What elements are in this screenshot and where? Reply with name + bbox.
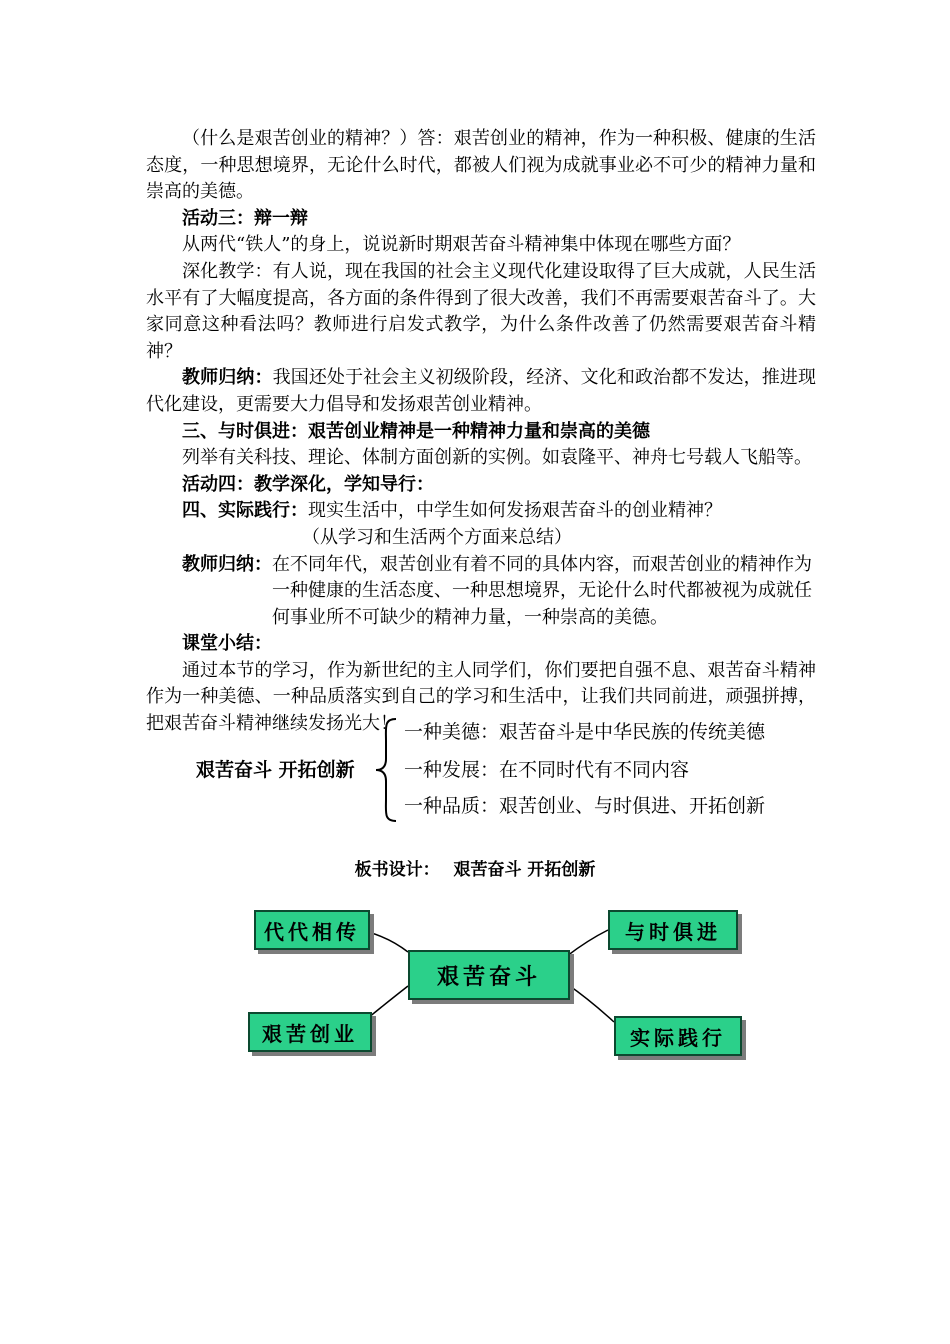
box-practice: 实际践行	[614, 1016, 742, 1056]
paragraph-examples: 列举有关科技、理论、体制方面创新的实例。如袁隆平、神舟七号载人飞船等。	[182, 447, 812, 469]
practice-text: 现实生活中，中学生如何发扬艰苦奋斗的创业精神？	[308, 500, 722, 522]
label-teacher-summary: 教师归纳：	[182, 367, 273, 389]
paragraph-teacher-summary-1	[146, 365, 816, 418]
brace-diagram-main: 艰苦奋斗 开拓创新	[196, 759, 355, 781]
heading-section-3: 三、与时俱进：艰苦创业精神是一种精神力量和崇高的美德	[182, 420, 650, 442]
box-keep-pace: 与时俱进	[608, 910, 738, 950]
paragraph-practice	[146, 498, 816, 525]
brace-item-quality: 一种品质：艰苦创业、与时俱进、开拓创新	[404, 795, 766, 817]
paragraph-class-summary: 通过本节的学习，作为新世纪的主人同学们，你们要把自强不息、艰苦奋斗精神作为一种美德、一种品质落实到自己的学习和生活中，让我们共同前进，顽强拼搏，把艰苦奋斗精神继续发扬光大！	[146, 659, 816, 735]
caption-label: 板书设计：	[354, 860, 440, 880]
box-hard-entrepreneurship: 艰苦创业	[248, 1012, 372, 1052]
heading-class-summary: 课堂小结：	[182, 633, 272, 655]
brace-item-development: 一种发展：在不同时代有不同内容	[404, 759, 690, 781]
paragraph-teacher-summary-2	[146, 552, 816, 632]
label-teacher-summary-2: 教师归纳：	[182, 553, 272, 575]
practice-note: （从学习和生活两个方面来总结）	[302, 526, 572, 548]
paragraph-answer: （什么是艰苦创业的精神？）答：艰苦创业的精神，作为一种积极、健康的生活态度，一种思想境界，无论什么时代，都被人们视为成就事业必不可少的精神力量和崇高的美德。	[146, 128, 816, 203]
board-design-diagram	[240, 900, 760, 1060]
caption-title: 艰苦奋斗 开拓创新	[453, 860, 596, 880]
teacher-summary-2-text: 在不同年代，艰苦创业有着不同的具体内容，而艰苦创业的精神作为一种健康的生活态度、一种思想境界，无论什么时代都被视为成就任何事业所不可缺少的精神力量，一种崇高的美德。	[272, 553, 812, 628]
board-design-caption	[0, 855, 950, 880]
heading-activity-4: 活动四：教学深化，学知导行：	[182, 473, 434, 495]
paragraph-question: 从两代“铁人”的身上，说说新时期艰苦奋斗精神集中体现在哪些方面？	[182, 234, 741, 256]
brace-item-virtue: 一种美德：艰苦奋斗是中华民族的传统美德	[404, 721, 766, 743]
paragraph-deepen-teaching: 深化教学：有人说，现在我国的社会主义现代化建设取得了巨大成就，人民生活水平有了大幅度提高，各方面的条件得到了很大改善，我们不再需要艰苦奋斗了。大家同意这种看法吗？教师进行启发式教学，为什么条件改善了仍然需要艰苦奋斗精神？	[146, 260, 816, 362]
curly-brace	[368, 715, 408, 825]
body-text	[146, 126, 816, 738]
box-center-hardwork: 艰苦奋斗	[408, 950, 570, 1000]
brace-diagram	[190, 715, 810, 825]
label-practice: 四、实际践行：	[182, 500, 308, 522]
heading-activity-3: 活动三：辩一辩	[182, 207, 308, 229]
teacher-summary-text: 我国还处于社会主义初级阶段，经济、文化和政治都不发达，推进现代化建设，更需要大力倡导和发扬艰苦创业精神。	[146, 367, 817, 415]
box-passed-down: 代代相传	[254, 910, 370, 950]
